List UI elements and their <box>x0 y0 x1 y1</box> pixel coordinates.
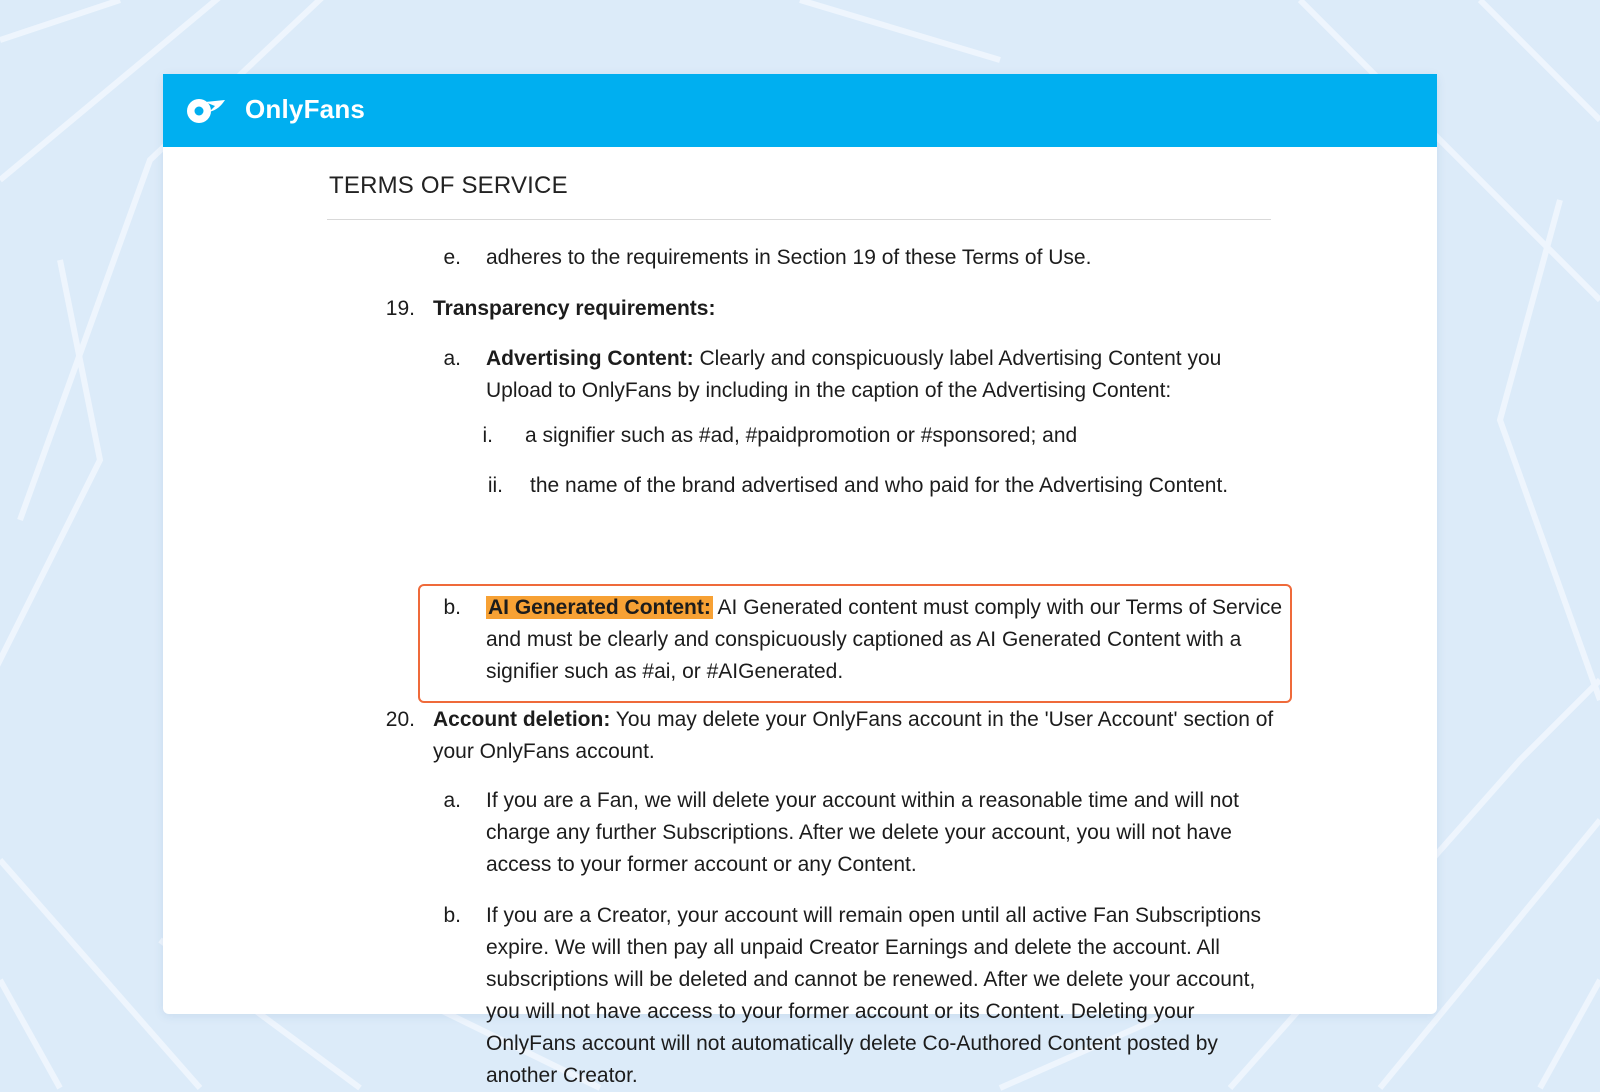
list-marker: b. <box>443 904 461 927</box>
paragraph-line: access to your former account or any Content. <box>486 853 917 876</box>
paragraph-line: you will not have access to your former account or its Content. Deleting your <box>486 1000 1195 1023</box>
account-deletion-label: Account deletion: <box>433 708 611 731</box>
tos-window <box>163 74 1437 1087</box>
section-title-19: Transparency requirements: <box>433 297 716 320</box>
list-marker: e. <box>443 246 461 269</box>
onlyfans-logo-icon[interactable] <box>185 94 225 126</box>
paragraph-line: If you are a Fan, we will delete your account within a reasonable time and will not <box>486 789 1239 812</box>
ai-generated-content-paragraph <box>486 592 1282 688</box>
paragraph-line: Upload to OnlyFans by including in the caption of the Advertising Content: <box>486 379 1172 402</box>
list-text: a signifier such as #ad, #paidpromotion or #sponsored; and <box>525 424 1078 447</box>
clipped-text-remnant <box>653 286 813 292</box>
creator-deletion-paragraph <box>486 900 1261 1092</box>
paragraph-line: Clearly and conspicuously label Advertising Content you <box>693 347 1222 370</box>
paragraph-line: If you are a Creator, your account will remain open until all active Fan Subscriptions <box>486 904 1262 927</box>
paragraph-line: your OnlyFans account. <box>433 740 655 763</box>
advertising-content-label: Advertising Content: <box>486 347 694 370</box>
paragraph-line: signifier such as #ai, or #AIGenerated. <box>486 660 844 683</box>
paragraph-line: expire. We will then pay all unpaid Creator Earnings and delete the account. All <box>486 936 1220 959</box>
list-marker: b. <box>443 596 461 619</box>
list-marker: i. <box>482 424 493 447</box>
paragraph-line: subscriptions will be deleted and cannot be renewed. After we delete your account, <box>486 968 1256 991</box>
list-marker: a. <box>443 789 461 812</box>
paragraph-line: AI Generated content must comply with our Terms of Service <box>712 596 1283 619</box>
list-marker: a. <box>443 347 461 370</box>
brand-name[interactable]: OnlyFans <box>245 94 366 124</box>
paragraph-line: charge any further Subscriptions. After we delete your account, you will not have <box>486 821 1232 844</box>
paragraph-line: and must be clearly and conspicuously captioned as AI Generated Content with a <box>486 628 1242 651</box>
paragraph-line: another Creator. <box>486 1064 638 1087</box>
fan-deletion-paragraph <box>486 785 1239 881</box>
paragraph-line: OnlyFans account will not automatically delete Co-Authored Content posted by <box>486 1032 1218 1055</box>
section-number-20: 20. <box>385 708 415 731</box>
advertising-content-paragraph <box>486 343 1221 407</box>
section-number-19: 19. <box>385 297 415 320</box>
ai-generated-content-label: AI Generated Content: <box>488 596 711 619</box>
page-title: TERMS OF SERVICE <box>329 172 568 199</box>
list-text: the name of the brand advertised and who paid for the Advertising Content. <box>530 474 1229 497</box>
list-text: adheres to the requirements in Section 19 of these Terms of Use. <box>486 246 1092 269</box>
paragraph-line: You may delete your OnlyFans account in the 'User Account' section of <box>610 708 1274 731</box>
header-bar <box>163 74 1437 147</box>
tos-content <box>163 220 1437 1087</box>
account-deletion-paragraph <box>433 704 1273 768</box>
list-marker: ii. <box>487 474 503 497</box>
